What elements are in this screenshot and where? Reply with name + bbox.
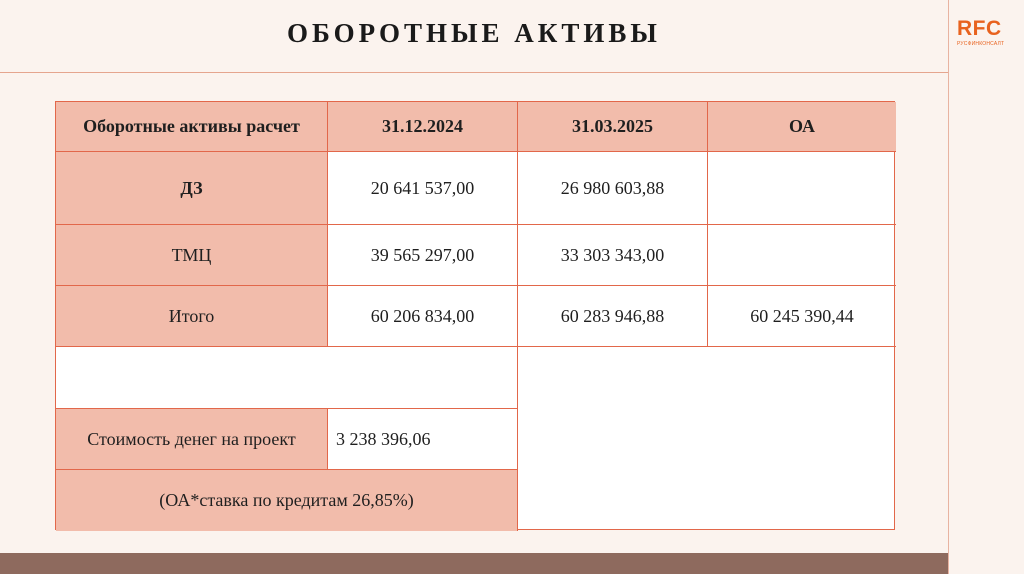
header-cell-calc: Оборотные активы расчет xyxy=(56,102,328,152)
footer-band xyxy=(0,553,948,574)
empty-merged-cell xyxy=(56,347,518,409)
cell-total-2025: 60 283 946,88 xyxy=(518,286,708,347)
cell-tmc-oa xyxy=(708,225,896,286)
header-cell-2025: 31.03.2025 xyxy=(518,102,708,152)
right-divider xyxy=(948,0,949,574)
cell-tmc-2025: 33 303 343,00 xyxy=(518,225,708,286)
logo-mark: RFC xyxy=(957,17,1002,40)
cell-total-2024: 60 206 834,00 xyxy=(328,286,518,347)
header-cell-2024: 31.12.2024 xyxy=(328,102,518,152)
cell-dz-2024: 20 641 537,00 xyxy=(328,152,518,225)
logo-subtitle: РУСФИНКОНСАЛТ xyxy=(957,41,1005,47)
page-title: ОБОРОТНЫЕ АКТИВЫ xyxy=(287,18,661,48)
cell-tmc-2024: 39 565 297,00 xyxy=(328,225,518,286)
formula-note: (ОА*ставка по кредитам 26,85%) xyxy=(56,470,518,531)
rfc-logo xyxy=(957,18,1017,54)
empty-block xyxy=(518,347,896,531)
row-label-dz: ДЗ xyxy=(56,152,328,225)
cell-dz-oa xyxy=(708,152,896,225)
cell-dz-2025: 26 980 603,88 xyxy=(518,152,708,225)
header-cell-oa: ОА xyxy=(708,102,896,152)
row-label-total: Итого xyxy=(56,286,328,347)
cell-total-oa: 60 245 390,44 xyxy=(708,286,896,347)
current-assets-table xyxy=(55,101,895,530)
row-label-cost: Стоимость денег на проект xyxy=(56,409,328,470)
cell-cost-value: 3 238 396,06 xyxy=(328,409,518,470)
row-label-tmc: ТМЦ xyxy=(56,225,328,286)
